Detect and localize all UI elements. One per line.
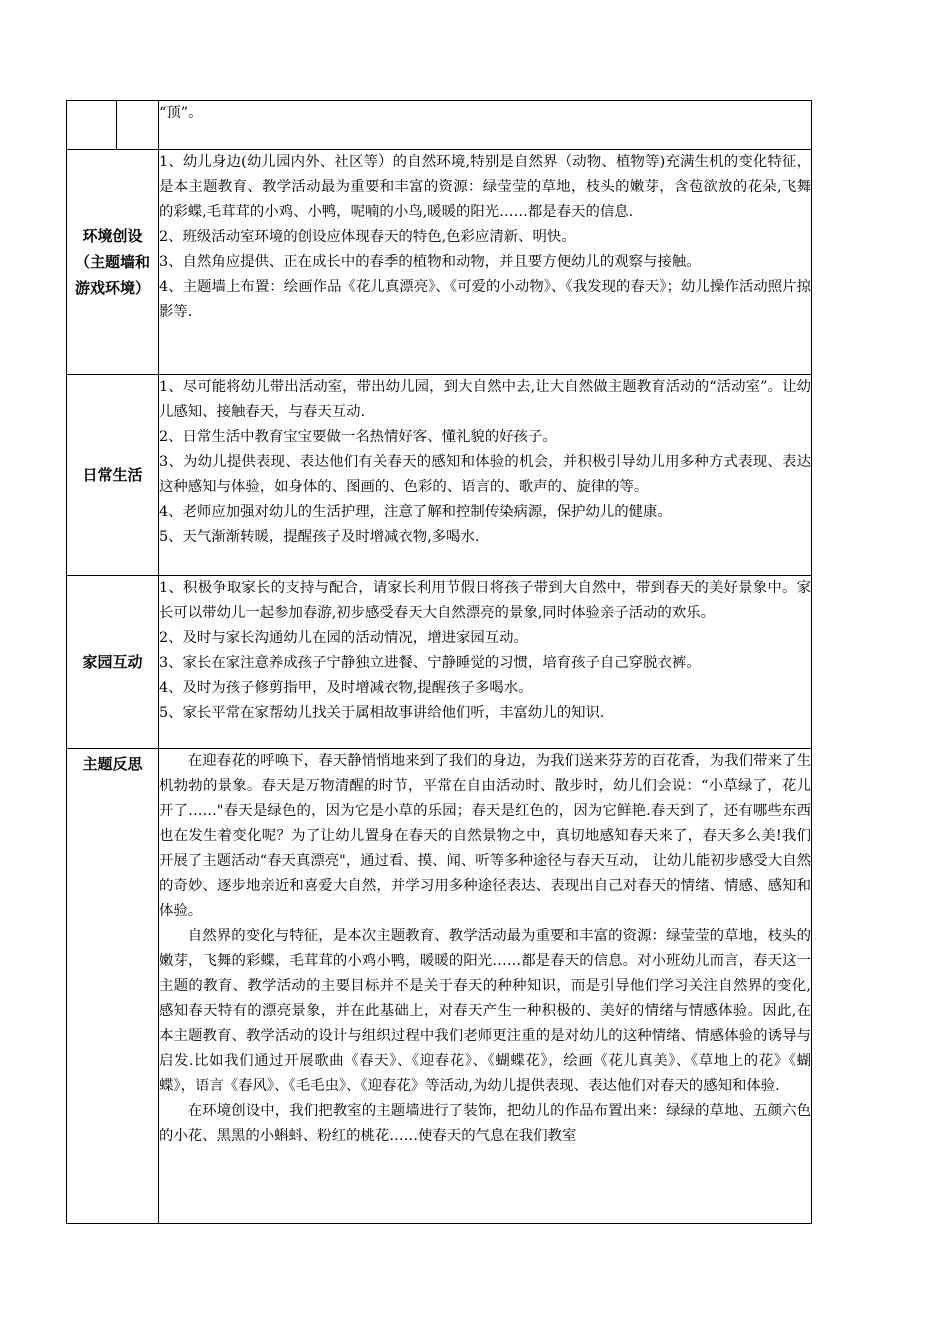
home-item-3: 3、家长在家注意养成孩子宁静独立进餐、宁静睡觉的习惯，培育孩子自己穿脱衣裤。 bbox=[159, 655, 701, 671]
daily-item-1: 1、尽可能将幼儿带出活动室，带出幼儿园，到大自然中去,让大自然做主题教育活动的“活动室”。让幼儿感知、接触春天，与春天互动. bbox=[159, 379, 811, 420]
environment-item-3: 3、自然角应提供、正在成长中的春季的植物和动物，并且要方便幼儿的观察与接触。 bbox=[159, 254, 701, 270]
plan-table bbox=[66, 100, 812, 1224]
reflection-text-clip bbox=[159, 749, 811, 1217]
reflection-content bbox=[159, 749, 812, 1224]
continuation-text: “顶”。 bbox=[159, 105, 203, 121]
home-item-4: 4、及时为孩子修剪指甲，及时增减衣物,提醒孩子多喝水。 bbox=[159, 680, 533, 696]
reflection-paragraph-2: 自然界的变化与特征，是本次主题教育、教学活动最为重要和丰富的资源：绿莹莹的草地，枝头的嫩芽，飞舞的彩蝶，毛茸茸的小鸡小鸭，暖暖的阳光……都是春天的信息。对小班幼儿而言，春天这一主题的教育、教学活动的主要目标并不是关于春天的种种知识，而是引导他们学习关注自然界的变化,感知春天特有的漂亮景象，并在此基础上，对春天产生一种积极的、美好的情绪与情感体验。因此,在本主题教育、教学活动的设计与组织过程中我们老师更注重的是对幼儿的这种情绪、情感体验的诱导与启发.比如我们通过开展歌曲《春天》、《迎春花》、《蝴蝶花》，绘画《花儿真美》、《草地上的花》《蝴蝶》，语言《春风》、《毛毛虫》、《迎春花》等活动,为幼儿提供表现、表达他们对春天的感知和体验. bbox=[159, 928, 811, 1094]
home-row bbox=[67, 576, 812, 749]
daily-row bbox=[67, 375, 812, 576]
reflection-paragraph-3: 在环境创设中，我们把教室的主题墙进行了装饰，把幼儿的作品布置出来：绿绿的草地、五颜六色的小花、黑黑的小蝌蚪、粉红的桃花……使春天的气息在我们教室 bbox=[159, 1103, 811, 1144]
home-item-1: 1、积极争取家长的支持与配合，请家长利用节假日将孩子带到大自然中，带到春天的美好景象中。家长可以带幼儿一起参加春游,初步感受春天大自然漂亮的景象,同时体验亲子活动的欢乐。 bbox=[159, 580, 811, 621]
daily-item-2: 2、日常生活中教育宝宝要做一名热情好客、懂礼貌的好孩子。 bbox=[159, 429, 557, 445]
daily-item-5: 5、天气渐渐转暖，提醒孩子及时增减衣物,多喝水. bbox=[159, 529, 480, 545]
daily-content bbox=[159, 375, 812, 576]
environment-item-1: 1、幼儿身边(幼儿园内外、社区等）的自然环境,特别是自然界（动物、植物等)充满生机的变化特征，是本主题教育、教学活动最为重要和丰富的资源：绿莹莹的草地，枝头的嫩芽，含苞欲放的花朵,飞舞的彩蝶,毛茸茸的小鸡、小鸭，呢喃的小鸟,暖暖的阳光……都是春天的信息. bbox=[159, 154, 811, 220]
home-content bbox=[159, 576, 812, 749]
environment-item-4: 4、主题墙上布置：绘画作品《花儿真漂亮》、《可爱的小动物》、《我发现的春天》；幼儿操作活动照片掠影等. bbox=[159, 279, 811, 320]
environment-item-2: 2、班级活动室环境的创设应体现春天的特色,色彩应清新、明快。 bbox=[159, 229, 576, 245]
daily-item-3: 3、为幼儿提供表现、表达他们有关春天的感知和体验的机会，并积极引导幼儿用多种方式表现、表达这种感知与体验，如身体的、图画的、色彩的、语言的、歌声的、旋律的等。 bbox=[159, 454, 811, 495]
reflection-label: 主题反思 bbox=[67, 749, 159, 1224]
continuation-label-cell-a bbox=[67, 101, 117, 150]
continuation-row bbox=[67, 101, 812, 150]
daily-item-4: 4、老师应加强对幼儿的生活护理，注意了解和控制传染病源，保护幼儿的健康。 bbox=[159, 504, 672, 520]
continuation-label-cell-b bbox=[117, 101, 159, 150]
environment-label bbox=[67, 150, 159, 375]
home-label: 家园互动 bbox=[67, 576, 159, 749]
home-item-2: 2、及时与家长沟通幼儿在园的活动情况，增进家园互动。 bbox=[159, 630, 528, 646]
environment-row bbox=[67, 150, 812, 375]
environment-label-text: 环境创设（主题墙和游戏环境） bbox=[75, 227, 151, 297]
reflection-row bbox=[67, 749, 812, 1224]
reflection-paragraph-1: 在迎春花的呼唤下，春天静悄悄地来到了我们的身边，为我们送来芬芳的百花香，为我们带来了生机勃勃的景象。春天是万物清醒的时节，平常在自由活动时、散步时，幼儿们会说：“小草绿了，花儿开了……"春天是绿色的，因为它是小草的乐园；春天是红色的，因为它鲜艳.春天到了，还有哪些东西也在发生着变化呢？为了让幼儿置身在春天的自然景物之中，真切地感知春天来了，春天多么美!我们开展了主题活动“春天真漂亮"，通过看、摸、闻、听等多种途径与春天互动， 让幼儿能初步感受大自然的奇妙、逐步地亲近和喜爱大自然，并学习用多种途径表达、表现出自己对春天的情绪、情感、感知和体验。 bbox=[159, 753, 811, 919]
environment-content bbox=[159, 150, 812, 375]
daily-label: 日常生活 bbox=[67, 375, 159, 576]
home-item-5: 5、家长平常在家帮幼儿找关于属相故事讲给他们听，丰富幼儿的知识. bbox=[159, 705, 605, 721]
continuation-cell bbox=[159, 101, 812, 150]
